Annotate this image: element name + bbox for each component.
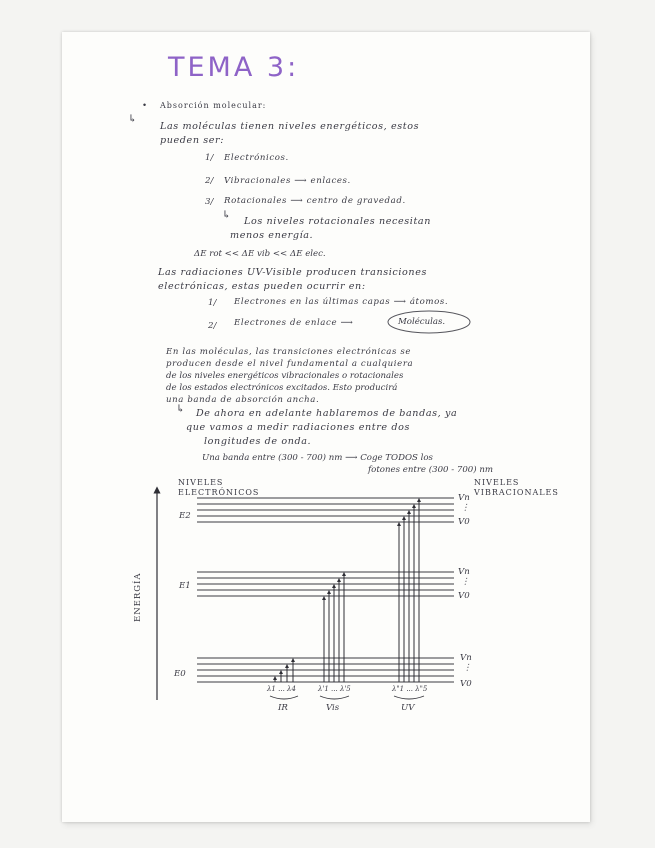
vib-label-dots: ⋮ [463,663,472,673]
vib-label-bottom: V0 [458,591,470,601]
mol-para-line-3: de los niveles energéticos vibracionales o rotacionales [166,371,404,381]
circled-word-outline [388,311,470,333]
level-text-3: Rotacionales ⟶ centro de gravedad. [224,196,406,206]
intro-line-2: pueden ser: [160,135,225,146]
header-right-line-1: NIVELES [474,478,520,487]
energy-relation: ΔE rot << ΔE vib << ΔE elec. [194,249,326,259]
band-note-line-2: que vamos a medir radiaciones entre dos [186,422,410,433]
band-range-line-2: fotones entre (300 - 700) nm [368,465,494,475]
band-note-line-1: De ahora en adelante hablaremos de bandas, ya [196,408,458,419]
mol-para-line-1: En las moléculas, las transiciones electrónicas se [166,347,412,357]
uv-transitions [399,500,419,682]
region-brackets [270,696,424,699]
wavelength-label-ir: λ1 ... λ4 [267,685,296,693]
vib-label-top: Vn [458,493,470,503]
level-num-3: 3/ [205,197,214,207]
level-text-2: Vibracionales ⟶ enlaces. [224,176,351,186]
rot-note-line-2: menos energía. [230,230,314,241]
region-label-vis: Vis [326,703,340,713]
region-label-uv: UV [401,703,415,713]
y-axis-label: ENERGÍA [133,572,143,622]
mol-para-line-5: una banda de absorción ancha. [166,395,320,405]
header-right-line-2: VIBRACIONALES [474,488,559,497]
circled-word: Moléculas. [398,317,446,327]
level-label-e0: E0 [174,669,186,679]
uv-num-2: 2/ [208,321,217,331]
band-note-line-3: longitudes de onda. [204,436,312,447]
uv-text-1: Electrones en las últimas capas ⟶ átomos. [234,297,449,307]
rot-note-line-1: Los niveles rotacionales necesitan [244,216,432,227]
vib-label-bottom: V0 [458,517,470,527]
level-num-1: 1/ [205,153,214,163]
sub-arrow-icon: ↳ [176,403,185,415]
mol-para-line-4: de los estados electrónicos excitados. Esto producirá [166,383,398,393]
vib-label-top: Vn [460,653,472,663]
level-num-2: 2/ [205,176,214,186]
vib-label-dots: ⋮ [461,503,470,513]
uv-intro-line-2: electrónicas, estas pueden ocurrir en: [158,281,366,292]
ir-transitions [275,660,293,682]
bullet-icon: • [142,101,148,111]
level-text-1: Electrónicos. [224,153,289,163]
header-left-line-1: NIVELES [178,478,224,487]
notebook-page [62,32,590,822]
level-label-e2: E2 [179,511,191,521]
level-label-e1: E1 [179,581,191,591]
vib-label-bottom: V0 [460,679,472,689]
vib-label-dots: ⋮ [461,577,470,587]
uv-num-1: 1/ [208,298,217,308]
wavelength-label-uv: λ"1 ... λ"5 [392,685,428,693]
band-range-line-1: Una banda entre (300 - 700) nm ⟶ Coge TODOS los [202,453,433,463]
region-label-ir: IR [278,703,288,713]
uv-intro-line-1: Las radiaciones UV-Visible producen transiciones [158,267,428,278]
wavelength-label-vis: λ'1 ... λ'5 [318,685,351,693]
page-title: TEMA 3: [168,52,300,83]
sub-arrow-icon: ↳ [128,113,137,125]
energy-levels [197,498,454,682]
header-left-line-2: ELECTRÓNICOS [178,488,260,497]
sub-arrow-icon: ↳ [222,209,231,221]
section-heading: Absorción molecular: [160,101,267,110]
vib-label-top: Vn [458,567,470,577]
intro-line-1: Las moléculas tienen niveles energéticos, estos [160,121,420,132]
uv-text-2: Electrones de enlace ⟶ [234,318,354,328]
mol-para-line-2: producen desde el nivel fundamental a cualquiera [166,359,414,369]
